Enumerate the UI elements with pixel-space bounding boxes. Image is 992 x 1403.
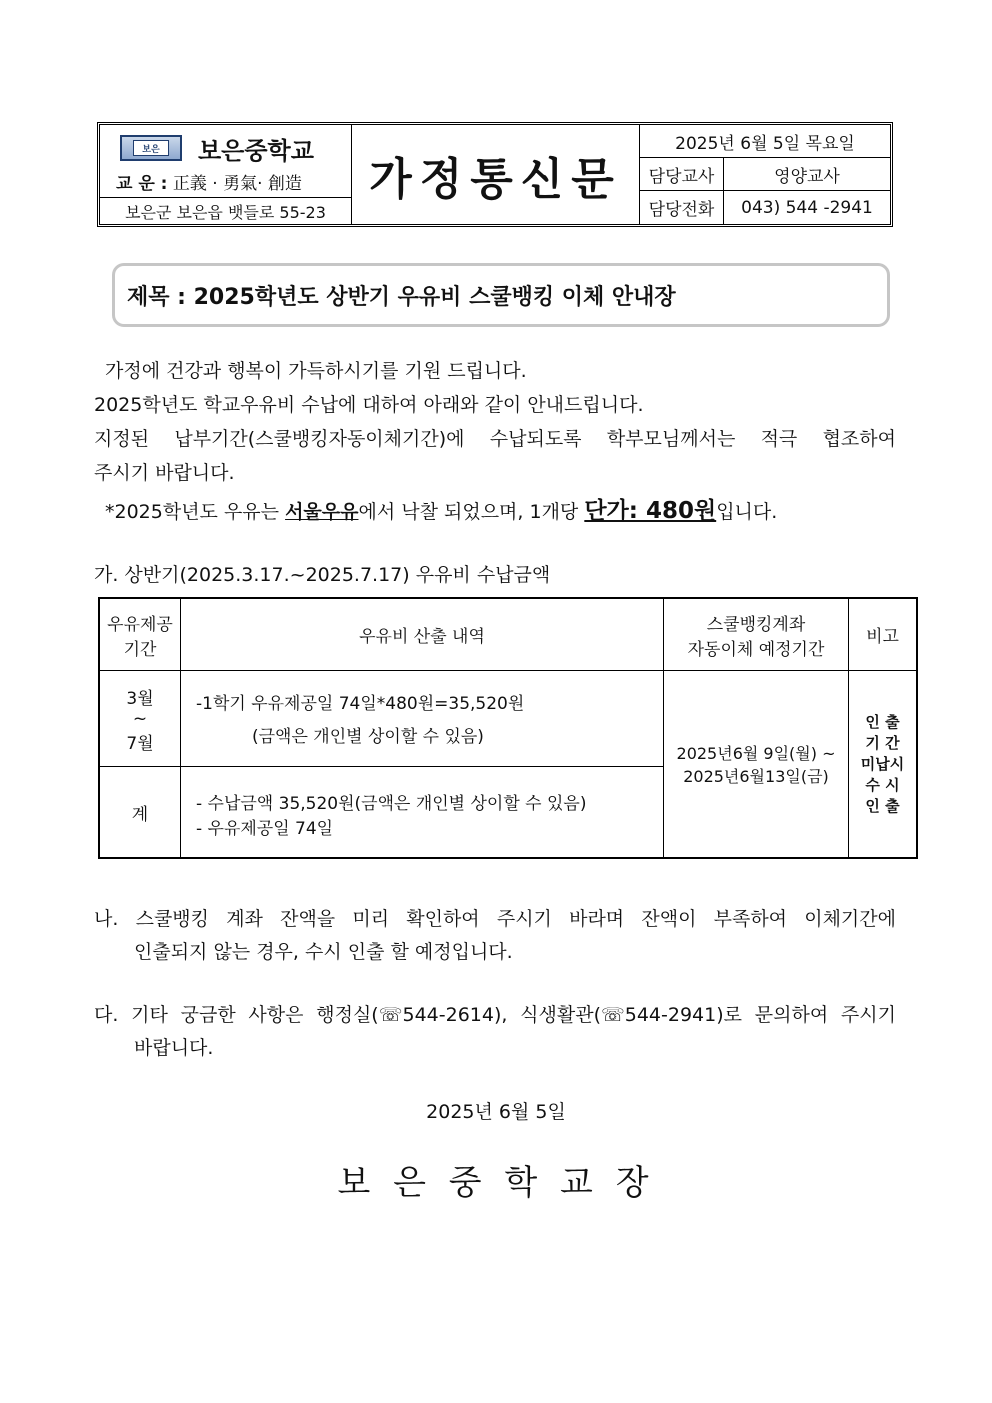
doc-title-box xyxy=(352,125,640,224)
principal-name: 보 은 중 학 교 장 xyxy=(337,1163,655,1203)
section-ga-title: 가. 상반기(2025.3.17.~2025.7.17) 우유비 수납금액 xyxy=(94,564,551,586)
note-middle: 에서 낙찰 되었으며, 1개당 xyxy=(358,501,585,523)
intro-line-4: 주시기 바랍니다. xyxy=(94,462,235,484)
schedule-period: 2025년6월 9일(월) ~ 2025년6월13일(금) xyxy=(676,744,836,786)
subject-title: 제목 : 2025학년도 상반기 우유비 스쿨뱅킹 이체 안내장 xyxy=(127,284,676,310)
logo-text: 보은 xyxy=(133,140,169,156)
phone-label: 담당전화 xyxy=(640,191,724,224)
subject-box xyxy=(112,263,890,327)
intro-line-3: 지정된 납부기간(스쿨뱅킹자동이체기간)에 수납되도록 학부모님께서는 적극 협조하여 xyxy=(94,428,896,450)
header-period: 우유제공 기간 xyxy=(107,614,173,660)
phone-value: 043) 544 -2941 xyxy=(741,197,873,218)
milk-fee-table xyxy=(98,597,918,859)
header-schedule: 스쿨뱅킹계좌 자동이체 예정기간 xyxy=(687,614,825,660)
school-logo xyxy=(120,135,182,161)
row1-period: 3월 ~ 7월 xyxy=(126,688,154,754)
note-vendor: 서울우유 xyxy=(285,501,359,523)
row2-calc-line2: - 우유제공일 74일 xyxy=(196,819,334,839)
doc-date: 2025년 6월 5일 목요일 xyxy=(640,125,890,158)
section-da-line-1: 다. 기타 궁금한 사항은 행정실(☏544-2614), 식생활관(☏544-2941)로 문의하여 주시기 xyxy=(94,1004,896,1026)
motto-label: 교 운 : xyxy=(116,174,168,194)
row2-calc-line1: - 수납금액 35,520원(금액은 개인별 상이할 수 있음) xyxy=(196,794,587,814)
note-suffix: 입니다. xyxy=(716,501,778,523)
row1-calc-line2: (금액은 개인별 상이할 수 있음) xyxy=(252,727,484,747)
teacher-label: 담당교사 xyxy=(640,158,724,191)
intro-note xyxy=(105,492,777,525)
section-na-line-1: 나. 스쿨뱅킹 계좌 잔액을 미리 확인하여 주시기 바라며 잔액이 부족하여 이체기간에 xyxy=(94,908,896,930)
note-prefix: *2025학년도 우유는 xyxy=(105,501,286,523)
row1-calc-line1: -1학기 우유제공일 74일*480원=35,520원 xyxy=(196,694,525,714)
school-name: 보은중학교 xyxy=(198,137,314,165)
header-table xyxy=(97,122,893,227)
header-remark: 비고 xyxy=(866,627,899,647)
motto-values: 正義 · 勇氣· 創造 xyxy=(172,174,302,194)
section-na-line-2: 인출되지 않는 경우, 수시 인출 할 예정입니다. xyxy=(134,941,513,963)
intro-line-2: 2025학년도 학교우유비 수납에 대하여 아래와 같이 안내드립니다. xyxy=(94,394,644,416)
school-motto xyxy=(116,169,302,194)
teacher-value: 영양교사 xyxy=(724,158,890,191)
note-price: 단가: 480원 xyxy=(584,498,717,524)
remark-cell: 인 출 기 간 미납시 수 시 인 출 xyxy=(860,712,905,815)
intro-line-1: 가정에 건강과 행복이 가득하시기를 기원 드립니다. xyxy=(105,360,527,382)
header-calc: 우유비 산출 내역 xyxy=(359,627,485,647)
row1-calc xyxy=(196,689,656,747)
footer-date: 2025년 6월 5일 xyxy=(426,1101,566,1123)
doc-title: 가정통신문 xyxy=(369,153,622,205)
school-address: 보은군 보은읍 뱃들로 55-23 xyxy=(100,198,352,224)
row2-calc xyxy=(196,789,656,839)
section-da-line-2: 바랍니다. xyxy=(134,1037,214,1059)
row2-period: 계 xyxy=(131,804,149,825)
school-name-box xyxy=(100,125,352,198)
